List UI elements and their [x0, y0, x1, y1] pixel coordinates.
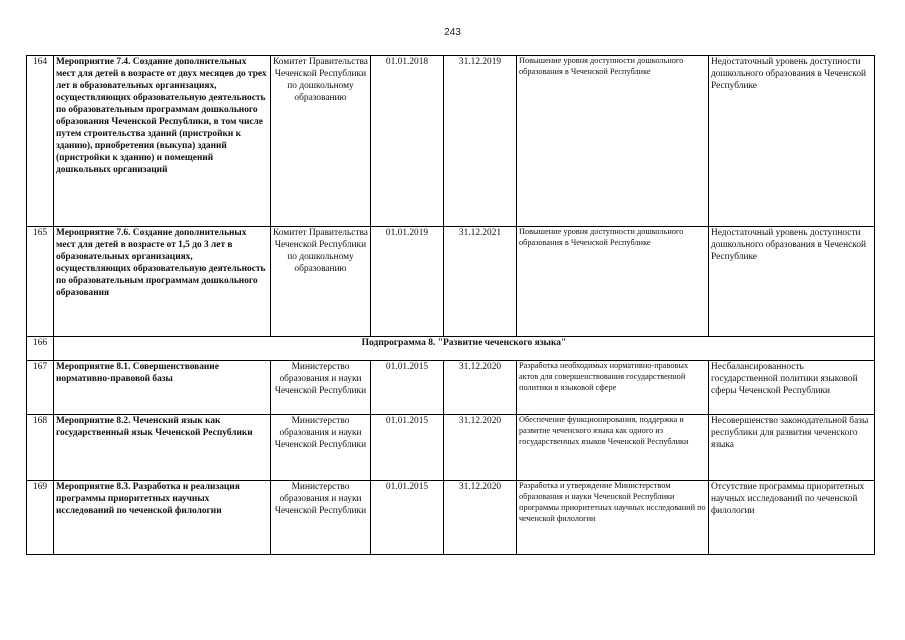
- risk-cell: Отсутствие программы приоритетных научных исследований по чеченской филологии: [709, 481, 875, 555]
- end-date-cell: 31.12.2020: [444, 415, 517, 481]
- row-number: 169: [27, 481, 54, 555]
- result-cell: Повышение уровня доступности дошкольного образования в Чеченской Республике: [517, 56, 709, 227]
- end-date-cell: 31.12.2020: [444, 481, 517, 555]
- risk-cell: Недостаточный уровень доступности дошкольного образования в Чеченской Республике: [709, 56, 875, 227]
- result-cell: Повышение уровня доступности дошкольного образования в Чеченской Республике: [517, 227, 709, 337]
- end-date-cell: 31.12.2020: [444, 361, 517, 415]
- result-cell: Обеспечение функционирования, поддержка и развитие чеченского языка как одного из государственных языков Чеченской Республики: [517, 415, 709, 481]
- measures-table: [26, 55, 875, 555]
- table-row: [27, 361, 875, 415]
- event-cell: Мероприятие 8.2. Чеченский язык как государственный язык Чеченской Республики: [54, 415, 271, 481]
- event-cell: Мероприятие 8.3. Разработка и реализация программы приоритетных научных исследований по чеченской филологии: [54, 481, 271, 555]
- start-date-cell: 01.01.2015: [371, 481, 444, 555]
- table-row: [27, 227, 875, 337]
- table-row: [27, 415, 875, 481]
- risk-cell: Несбалансированность государственной политики языковой сферы Чеченской Республики: [709, 361, 875, 415]
- responsible-cell: Комитет Правительства Чеченской Республики по дошкольному образованию: [271, 227, 371, 337]
- row-number: 165: [27, 227, 54, 337]
- end-date-cell: 31.12.2021: [444, 227, 517, 337]
- start-date-cell: 01.01.2019: [371, 227, 444, 337]
- row-number: 166: [27, 337, 54, 361]
- table-row: [27, 56, 875, 227]
- row-number: 167: [27, 361, 54, 415]
- row-number: 168: [27, 415, 54, 481]
- end-date-cell: 31.12.2019: [444, 56, 517, 227]
- responsible-cell: Комитет Правительства Чеченской Республики по дошкольному образованию: [271, 56, 371, 227]
- page-number: 243: [444, 27, 461, 38]
- table-row: [27, 481, 875, 555]
- responsible-cell: Министерство образования и науки Чеченской Республики: [271, 361, 371, 415]
- responsible-cell: Министерство образования и науки Чеченской Республики: [271, 415, 371, 481]
- risk-cell: Несовершенство законодательной базы республики для развития чеченского языка: [709, 415, 875, 481]
- event-cell: Мероприятие 8.1. Совершенствование нормативно-правовой базы: [54, 361, 271, 415]
- row-number: 164: [27, 56, 54, 227]
- responsible-cell: Министерство образования и науки Чеченской Республики: [271, 481, 371, 555]
- start-date-cell: 01.01.2015: [371, 361, 444, 415]
- result-cell: Разработка и утверждение Министерством образования и науки Чеченской Республики программы приоритетных научных исследований по чеченской филологии: [517, 481, 709, 555]
- event-cell: Мероприятие 7.4. Создание дополнительных мест для детей в возрасте от двух месяцев до трех лет в образовательных организациях, осуществляющих образовательную деятельность по образовательным программам дошкольного образования Чеченской Республики, в том числе путем строительства зданий (пристройки к зданию), приобретения (выкупа) зданий (пристройки к зданию) и помещений дошкольных организаций: [54, 56, 271, 227]
- subprogram-row: [27, 337, 875, 361]
- subprogram-title: Подпрограмма 8. "Развитие чеченского языка": [54, 337, 875, 361]
- start-date-cell: 01.01.2018: [371, 56, 444, 227]
- start-date-cell: 01.01.2015: [371, 415, 444, 481]
- event-cell: Мероприятие 7.6. Создание дополнительных мест для детей в возрасте от 1,5 до 3 лет в образовательных организациях, осуществляющих образовательную деятельность по образовательным программам дошкольного образования: [54, 227, 271, 337]
- risk-cell: Недостаточный уровень доступности дошкольного образования в Чеченской Республике: [709, 227, 875, 337]
- result-cell: Разработка необходимых нормативно-правовых актов для совершенствования государственной политики в языковой сфере: [517, 361, 709, 415]
